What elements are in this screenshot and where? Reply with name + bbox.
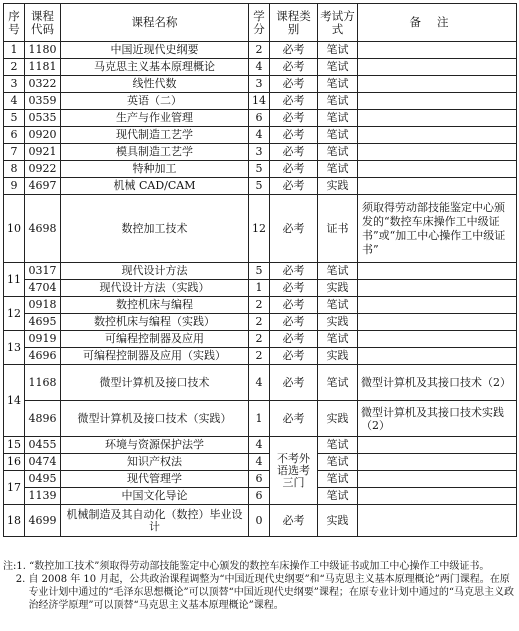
header-row <box>4 4 517 42</box>
cell-code: 0922 <box>25 161 61 178</box>
cell-name: 可编程控制器及应用（实践） <box>61 348 249 365</box>
cell-exam: 笔试 <box>318 454 358 471</box>
cell-name: 环境与资源保护法学 <box>61 437 249 454</box>
cell-remark <box>358 76 517 93</box>
cell-code: 0920 <box>25 127 61 144</box>
cell-credit: 2 <box>249 331 270 348</box>
footnote-2-lead: 2. <box>3 574 29 585</box>
cell-seq: 10 <box>4 195 25 263</box>
cell-name: 数控加工技术 <box>61 195 249 263</box>
cell-credit: 3 <box>249 76 270 93</box>
cell-exam: 实践 <box>318 348 358 365</box>
cell-code: 0474 <box>25 454 61 471</box>
cell-seq: 1 <box>4 42 25 59</box>
cell-seq: 16 <box>4 454 25 471</box>
cell-remark <box>358 437 517 454</box>
cell-code: 0918 <box>25 297 61 314</box>
cell-remark <box>358 348 517 365</box>
cell-seq: 8 <box>4 161 25 178</box>
cell-seq: 9 <box>4 178 25 195</box>
cell-category: 必考 <box>270 161 318 178</box>
cell-category: 必考 <box>270 314 318 331</box>
cell-remark <box>358 59 517 76</box>
cell-category: 必考 <box>270 93 318 110</box>
table-row <box>4 144 517 161</box>
cell-remark <box>358 505 517 537</box>
header-category: 课程类别 <box>270 4 318 42</box>
cell-code: 0495 <box>25 471 61 488</box>
cell-exam: 笔试 <box>318 263 358 280</box>
cell-name: 特种加工 <box>61 161 249 178</box>
cell-name: 中国近现代史纲要 <box>61 42 249 59</box>
cell-category: 必考 <box>270 42 318 59</box>
table-row <box>4 93 517 110</box>
cell-credit: 12 <box>249 195 270 263</box>
cell-name: 数控机床与编程 <box>61 297 249 314</box>
cell-credit: 4 <box>249 437 270 454</box>
cell-category: 必考 <box>270 365 318 401</box>
cell-credit: 3 <box>249 144 270 161</box>
table-row <box>4 76 517 93</box>
cell-exam: 笔试 <box>318 365 358 401</box>
header-credit: 学分 <box>249 4 270 42</box>
cell-code: 1180 <box>25 42 61 59</box>
cell-name: 数控机床与编程（实践） <box>61 314 249 331</box>
footnote-1-lead: 注:1. <box>3 561 30 572</box>
cell-name: 中国文化导论 <box>61 488 249 505</box>
table-row <box>4 437 517 454</box>
cell-name: 英语（二） <box>61 93 249 110</box>
header-name: 课程名称 <box>61 4 249 42</box>
cell-seq: 7 <box>4 144 25 161</box>
cell-exam: 笔试 <box>318 331 358 348</box>
cell-seq: 4 <box>4 93 25 110</box>
cell-exam: 笔试 <box>318 144 358 161</box>
cell-exam: 笔试 <box>318 127 358 144</box>
cell-code: 4896 <box>25 401 61 437</box>
cell-code: 0359 <box>25 93 61 110</box>
table-row <box>4 280 517 297</box>
cell-name: 可编程控制器及应用 <box>61 331 249 348</box>
cell-remark <box>358 110 517 127</box>
cell-seq: 3 <box>4 76 25 93</box>
cell-credit: 5 <box>249 263 270 280</box>
table-row <box>4 454 517 471</box>
cell-remark <box>358 127 517 144</box>
cell-code: 1168 <box>25 365 61 401</box>
cell-code: 0317 <box>25 263 61 280</box>
table-row <box>4 178 517 195</box>
cell-seq: 6 <box>4 127 25 144</box>
cell-seq: 5 <box>4 110 25 127</box>
cell-remark <box>358 454 517 471</box>
cell-exam: 笔试 <box>318 93 358 110</box>
cell-credit: 5 <box>249 161 270 178</box>
cell-category: 必考 <box>270 59 318 76</box>
cell-credit: 4 <box>249 365 270 401</box>
cell-exam: 笔试 <box>318 76 358 93</box>
cell-exam: 笔试 <box>318 59 358 76</box>
cell-exam: 实践 <box>318 178 358 195</box>
cell-seq: 13 <box>4 331 25 365</box>
cell-exam: 笔试 <box>318 110 358 127</box>
table-row <box>4 331 517 348</box>
footnote-1-text: “数控加工技术”须取得劳动部技能鉴定中心颁发的数控车床操作工中级证书或加工中心操作工中级证书。 <box>29 561 490 572</box>
cell-code: 0919 <box>25 331 61 348</box>
cell-exam: 笔试 <box>318 488 358 505</box>
table-row <box>4 161 517 178</box>
table-row <box>4 348 517 365</box>
cell-name: 知识产权法 <box>61 454 249 471</box>
course-table <box>3 3 517 537</box>
cell-category: 必考 <box>270 263 318 280</box>
cell-code: 0455 <box>25 437 61 454</box>
cell-code: 4698 <box>25 195 61 263</box>
cell-credit: 2 <box>249 297 270 314</box>
cell-credit: 6 <box>249 471 270 488</box>
cell-exam: 实践 <box>318 280 358 297</box>
cell-name: 现代设计方法 <box>61 263 249 280</box>
cell-name: 线性代数 <box>61 76 249 93</box>
cell-name: 现代设计方法（实践） <box>61 280 249 297</box>
cell-category: 必考 <box>270 348 318 365</box>
cell-name: 模具制造工艺学 <box>61 144 249 161</box>
cell-name: 现代制造工艺学 <box>61 127 249 144</box>
cell-remark <box>358 178 517 195</box>
cell-name: 微型计算机及接口技术 <box>61 365 249 401</box>
cell-credit: 0 <box>249 505 270 537</box>
cell-code: 4699 <box>25 505 61 537</box>
cell-remark: 须取得劳动部技能鉴定中心颁发的“数控车床操作工中级证书”或“加工中心操作工中级证书” <box>358 195 517 263</box>
table-row <box>4 297 517 314</box>
cell-code: 4704 <box>25 280 61 297</box>
cell-code: 0535 <box>25 110 61 127</box>
cell-seq: 12 <box>4 297 25 331</box>
cell-remark <box>358 263 517 280</box>
table-row <box>4 263 517 280</box>
cell-name: 机械 CAD/CAM <box>61 178 249 195</box>
cell-seq: 15 <box>4 437 25 454</box>
footnote-2 <box>3 573 516 612</box>
cell-category: 必考 <box>270 110 318 127</box>
cell-category: 必考 <box>270 297 318 314</box>
cell-exam: 笔试 <box>318 161 358 178</box>
table-row <box>4 42 517 59</box>
cell-exam: 笔试 <box>318 297 358 314</box>
cell-remark <box>358 42 517 59</box>
cell-remark: 微型计算机及其接口技术（2） <box>358 365 517 401</box>
cell-credit: 2 <box>249 42 270 59</box>
cell-category: 必考 <box>270 331 318 348</box>
cell-category: 必考 <box>270 401 318 437</box>
cell-code: 4697 <box>25 178 61 195</box>
cell-credit: 2 <box>249 314 270 331</box>
table-row <box>4 314 517 331</box>
cell-credit: 6 <box>249 488 270 505</box>
cell-remark <box>358 471 517 488</box>
cell-exam: 笔试 <box>318 437 358 454</box>
cell-remark <box>358 331 517 348</box>
cell-remark <box>358 93 517 110</box>
cell-category: 必考 <box>270 76 318 93</box>
header-seq: 序号 <box>4 4 25 42</box>
cell-seq: 11 <box>4 263 25 297</box>
cell-exam: 实践 <box>318 401 358 437</box>
cell-credit: 4 <box>249 454 270 471</box>
cell-category: 必考 <box>270 280 318 297</box>
table-row <box>4 401 517 437</box>
cell-code: 1181 <box>25 59 61 76</box>
cell-credit: 4 <box>249 59 270 76</box>
cell-remark <box>358 314 517 331</box>
cell-exam: 实践 <box>318 505 358 537</box>
cell-name: 微型计算机及接口技术（实践） <box>61 401 249 437</box>
cell-credit: 6 <box>249 110 270 127</box>
footnotes <box>3 560 516 612</box>
cell-name: 马克思主义基本原理概论 <box>61 59 249 76</box>
header-code: 课程代码 <box>25 4 61 42</box>
cell-credit: 4 <box>249 127 270 144</box>
cell-category-elective: 不考外语选考三门 <box>270 437 318 505</box>
cell-seq: 2 <box>4 59 25 76</box>
table-row <box>4 195 517 263</box>
cell-seq: 14 <box>4 365 25 437</box>
table-row <box>4 471 517 488</box>
cell-remark <box>358 280 517 297</box>
table-row <box>4 365 517 401</box>
table-row <box>4 127 517 144</box>
cell-code: 0322 <box>25 76 61 93</box>
cell-code: 4695 <box>25 314 61 331</box>
footnote-1 <box>3 560 516 573</box>
cell-exam: 证书 <box>318 195 358 263</box>
cell-credit: 5 <box>249 178 270 195</box>
table-row <box>4 488 517 505</box>
cell-category: 必考 <box>270 144 318 161</box>
header-exam: 考试方式 <box>318 4 358 42</box>
table-row <box>4 59 517 76</box>
table-row <box>4 110 517 127</box>
cell-code: 4696 <box>25 348 61 365</box>
cell-credit: 1 <box>249 280 270 297</box>
cell-exam: 笔试 <box>318 471 358 488</box>
cell-name: 机械制造及其自动化（数控）毕业设计 <box>61 505 249 537</box>
cell-code: 1139 <box>25 488 61 505</box>
cell-name: 生产与作业管理 <box>61 110 249 127</box>
cell-credit: 1 <box>249 401 270 437</box>
cell-credit: 2 <box>249 348 270 365</box>
cell-remark <box>358 144 517 161</box>
cell-seq: 17 <box>4 471 25 505</box>
header-remark: 备注 <box>358 4 517 42</box>
cell-name: 现代管理学 <box>61 471 249 488</box>
cell-remark <box>358 488 517 505</box>
cell-exam: 笔试 <box>318 42 358 59</box>
cell-exam: 实践 <box>318 314 358 331</box>
cell-code: 0921 <box>25 144 61 161</box>
cell-category: 必考 <box>270 195 318 263</box>
footnote-2-text: 自 2008 年 10 月起，公共政治课程调整为“中国近现代史纲要”和“马克思主义基本原理概论”两门课程。在原专业计划中通过的“毛泽东思想概论”可以顶替“中国近现代史纲要”课程；在原专业计划中通过的“马克思主义政治经济学原理”可以顶替“马克思主义基本原理概论”课程。 <box>28 574 514 611</box>
cell-category: 必考 <box>270 505 318 537</box>
cell-remark: 微型计算机及其接口技术实践（2） <box>358 401 517 437</box>
cell-credit: 14 <box>249 93 270 110</box>
cell-category: 必考 <box>270 127 318 144</box>
table-row <box>4 505 517 537</box>
cell-seq: 18 <box>4 505 25 537</box>
cell-category: 必考 <box>270 178 318 195</box>
cell-remark <box>358 161 517 178</box>
cell-remark <box>358 297 517 314</box>
